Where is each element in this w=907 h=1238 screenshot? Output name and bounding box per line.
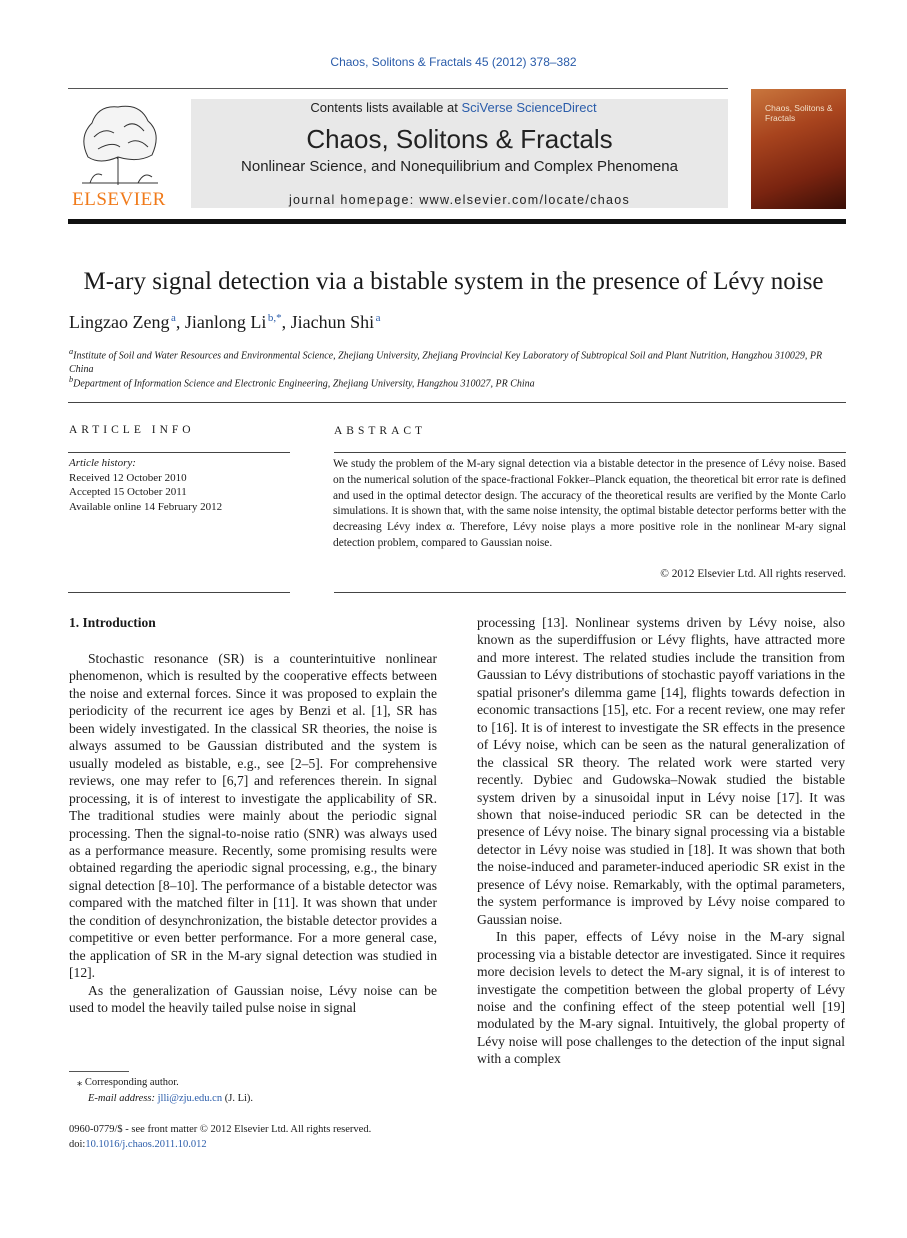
accepted-date: Accepted 15 October 2011 (69, 486, 187, 498)
journal-reference[interactable]: Chaos, Solitons & Fractals 45 (2012) 378–382 (330, 55, 577, 69)
homepage-line (191, 193, 728, 207)
affiliation-sup: b (69, 375, 74, 384)
journal-title: Chaos, Solitons & Fractals (306, 124, 613, 154)
divider (334, 452, 846, 453)
doi-prefix: doi: (69, 1139, 86, 1150)
affiliation (69, 373, 846, 391)
divider (334, 592, 846, 593)
author-name: Jiachun Shi (290, 312, 375, 332)
contents-prefix: Contents lists available at (310, 100, 462, 115)
issn-line: 0960-0779/$ - see front matter © 2012 Elsevier Ltd. All rights reserved. (69, 1124, 372, 1135)
body-column-left (69, 650, 437, 1017)
article-history (69, 456, 291, 514)
divider (68, 402, 846, 403)
doi-link[interactable]: 10.1016/j.chaos.2011.10.012 (85, 1139, 207, 1150)
author-affil-sup[interactable]: a (170, 312, 176, 324)
cover-title: Chaos, Solitons & Fractals (765, 103, 833, 123)
header-thick-rule (68, 219, 846, 224)
divider (68, 592, 290, 593)
journal-subtitle: Nonlinear Science, and Nonequilibrium and Complex Phenomena (241, 158, 678, 175)
author-affil-sup[interactable]: b,* (267, 312, 282, 324)
online-date: Available online 14 February 2012 (69, 500, 223, 513)
abstract-heading: ABSTRACT (334, 425, 427, 437)
article-info-heading: ARTICLE INFO (69, 424, 195, 436)
author-name: Lingzao Zeng (69, 312, 170, 332)
asterisk-icon: ⁎ (77, 1077, 83, 1088)
author-name: Jianlong Li (184, 312, 267, 332)
sciencedirect-link[interactable]: SciVerse ScienceDirect (461, 100, 597, 115)
corresponding-label: Corresponding author. (84, 1077, 179, 1088)
received-date: Received 12 October 2010 (69, 471, 187, 484)
paragraph: In this paper, effects of Lévy noise in the M-ary signal processing via a bistable detector are investigated. Since it requires more decision levels to detect the M-ary signal, it is of interest to investigate the competition between the global property of Lévy noise and the confining effect of the steep potential well [19] modulated by the M-ary signal. Intuitively, the global property of Lévy noise will pose challenges to the detection of the input signal with a complex (477, 929, 845, 1067)
email-label: E-mail address: (88, 1093, 158, 1104)
abstract-text: We study the problem of the M-ary signal detection via a bistable detector in the presence of Lévy noise. Based on the numerical solution of the space-fractional Fokker–Planck equation, the theoretical bit error rate is defined and used in the optimal detector design. The accuracy of the theoretical results are verified by the Monte Carlo simulations. It is shown that, with the same noise intensity, the optimal bistable detector performs better with the decreasing Lévy index α. Therefore, Lévy noise plays a more positive role in the nonlinear M-ary signal detection problem, compared to Gaussian noise. (333, 458, 847, 549)
copyright-line: © 2012 Elsevier Ltd. All rights reserved. (660, 568, 846, 580)
header-rule (68, 88, 728, 89)
affiliation-sup: a (69, 347, 74, 356)
email-link[interactable]: jlli@zju.edu.cn (157, 1093, 223, 1104)
footnote (69, 1075, 437, 1107)
author-affil-sup[interactable]: a (375, 312, 381, 324)
section-heading: 1. Introduction (69, 615, 156, 630)
publisher-name: ELSEVIER (72, 189, 166, 210)
history-label: Article history: (69, 457, 136, 469)
author-list: Lingzao Zeng $^a$, Jianlong Li $^{b,*}$, Jiachun Shi $^a$ (69, 312, 381, 332)
article-title: M-ary signal detection via a bistable system in the presence of Lévy noise (83, 268, 824, 295)
homepage-prefix: journal homepage: (288, 193, 420, 207)
homepage-url[interactable]: www.elsevier.com/locate/chaos (419, 193, 631, 207)
divider (68, 452, 290, 453)
footnote-rule (69, 1071, 129, 1072)
front-matter (69, 1122, 469, 1152)
journal-cover[interactable] (751, 89, 846, 209)
email-suffix: (J. Li). (222, 1093, 254, 1104)
paragraph: Stochastic resonance (SR) is a counterintuitive nonlinear phenomenon, which is resulted by the cooperative effects between the noise and external forces. Since it was proposed to explain the periodicity of the recurrent ice ages by Benzi et al. [1], SR has been widely investigated. In the classical SR theories, the noise is always assumed to be Gaussian distributed and the system is usually modeled as bistable, e.g., see [2–5]. For comprehensive reviews, one may refer to [6,7] and references therein. In signal processing, it is of interest to investigate the applicability of SR. The traditional studies were mainly about the periodic signal processing. Then the signal-to-noise ratio (SNR) was always used as a performance measure. Recently, some promising results were obtained regarding the aperiodic signal processing, e.g., the binary signal detection [8–10]. The performance of a bistable detector was compared with the matched filter in [11]. It was shown that under the condition of desynchronization, the bistable detector provides a competitive or even better performance. For a more general case, the application of SR in the M-ary signal detection was studied in [12]. (69, 651, 437, 981)
affiliation-text: Department of Information Science and Electronic Engineering, Zhejiang University, Hangzhou 310027, PR China (73, 378, 535, 390)
body-column-right (477, 614, 845, 1068)
affiliation-text: Institute of Soil and Water Resources and Environmental Science, Zhejiang University, Zhejiang Provincial Key Laboratory of Subtropical Soil and Plant Nutrition, Hangzhou 310029, PR China (69, 350, 823, 376)
paragraph: processing [13]. Nonlinear systems driven by Lévy noise, also known as the superdiffusion or Lévy flights, have attracted more and more interest. The related studies include the transition from Gaussian to Lévy distributions of stochastic payoff variations in the spatial prisoner's dilemma game [14], flights towards defection in economic transactions [15], etc. For a recent review, one may refer to [16]. It is of interest to investigate the SR effects in the presence of Lévy noise, which can be seen as the natural generalization of the classical SR theory. The related work were started very recently. Dybiec and Gudowska–Nowak studied the bistable system driven by a sinusoidal input in Lévy noise [17]. It was shown that noise-induced periodic SR can be detected in the presence of Lévy noise. The binary signal processing via a bistable detector in Lévy noise was studied in [18]. It was shown that both the noise-induced and parameter-induced aperiodic SR exist in the presence of Lévy noise. Remarkably, with the optimal parameters, the system performance is improved by Lévy noise compared to Gaussian noise. (477, 615, 845, 927)
paragraph: As the generalization of Gaussian noise, Lévy noise can be used to model the heavily tailed pulse noise in signal (69, 982, 437, 1016)
